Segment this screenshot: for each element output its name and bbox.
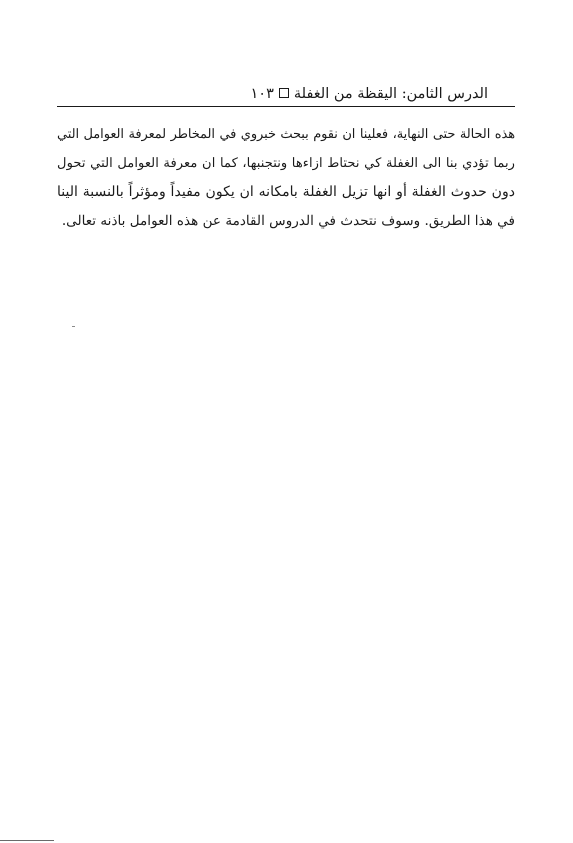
square-separator-icon [279,88,289,98]
header-rule [57,106,515,107]
text-line: ربما تؤدي بنا الى الغفلة كي نحتاط ازاءها ونتجنبها، كما ان معرفة العوامل التي تحول [57,156,515,171]
text-line: هذه الحالة حتى النهاية، فعلينا ان نقوم ببحث خبروي في المخاطر لمعرفة العوامل التي [57,127,515,142]
text-line: دون حدوث الغفلة أو انها تزيل الغفلة بامكانه ان يكون مفيداً ومؤثراً بالنسبة الينا [57,184,515,200]
body-paragraph [57,120,515,236]
scan-speck [72,326,75,327]
running-header [58,84,488,108]
page-number: ١٠٣ [250,86,274,102]
chapter-title: الدرس الثامن: اليقظة من الغفلة [293,86,488,102]
text-line: في هذا الطريق. وسوف نتحدث في الدروس القادمة عن هذه العوامل باذنه تعالى. [61,213,515,229]
scan-edge-mark [0,840,54,841]
